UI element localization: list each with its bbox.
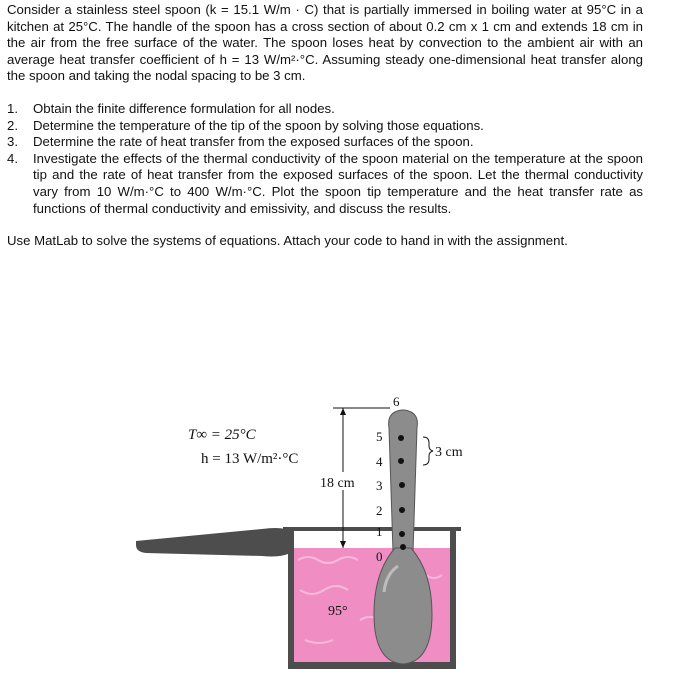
node-label-4: 4 (376, 454, 383, 469)
spacing-brace (423, 437, 433, 465)
task-number: 2. (7, 117, 18, 133)
node-dot (399, 531, 405, 537)
spacing-label: 3 cm (435, 445, 463, 460)
pot-bottom (288, 662, 456, 669)
node-label-0: 0 (376, 549, 383, 564)
task-text: Investigate the effects of the thermal conductivity of the spoon material on the temperature at the spoon tip and the rate of heat transfer from the exposed surfaces of the spoon. Let the thermal conductivity vary from 10 W/m·°C to 400 W/m·°C. Plot the spoon tip temperature and the heat transfer rate as functions of thermal conductivity and emissivity, and discuss the results. (33, 150, 643, 216)
node-dot (399, 507, 405, 513)
node-label-5: 5 (376, 429, 383, 444)
node-label-2: 2 (376, 503, 383, 518)
spoon-handle (389, 410, 418, 552)
task-text: Determine the temperature of the tip of the spoon by solving those equations. (33, 117, 484, 133)
pot-handle (136, 528, 292, 557)
pot-wall-right (450, 529, 456, 668)
task-text: Determine the rate of heat transfer from the exposed surfaces of the spoon. (33, 134, 474, 150)
node-label-6: 6 (393, 394, 400, 409)
task-number: 4. (7, 150, 18, 166)
dimension-arrow-up (340, 408, 346, 415)
task-text: Obtain the finite difference formulation for all nodes. (33, 100, 335, 116)
heat-transfer-coefficient: h = 13 W/m²·°C (201, 451, 299, 467)
dimension-arrow-down (340, 541, 346, 548)
node-label-3: 3 (376, 478, 383, 493)
node-dot (398, 435, 404, 441)
pot-rim (283, 527, 461, 531)
node-label-1: 1 (376, 524, 383, 539)
task-number: 3. (7, 134, 18, 150)
ambient-temperature: T∞ = 25°C (188, 427, 256, 443)
task-number: 1. (7, 100, 18, 116)
pot-wall-left (288, 529, 294, 668)
node-dot (398, 458, 404, 464)
water-temperature: 95° (328, 604, 348, 619)
length-label: 18 cm (320, 476, 355, 491)
node-dot (400, 544, 406, 550)
node-dot (399, 482, 405, 488)
problem-intro: Consider a stainless steel spoon (k = 15.1 W/m · C) that is partially immersed in boiling water at 95°C in a kitchen at 25°C. The handle of the spoon has a cross section of about 0.2 cm x 1 cm and extends 18 cm in the air from the free surface of the water. The spoon loses heat by convection to the ambient air with an average heat transfer coefficient of h = 13 W/m²·°C. Assuming steady one-dimensional heat transfer along the spoon and taking the nodal spacing to be 3 cm. (7, 2, 643, 84)
matlab-instruction: Use MatLab to solve the systems of equations. Attach your code to hand in with the assignment. (7, 233, 568, 249)
